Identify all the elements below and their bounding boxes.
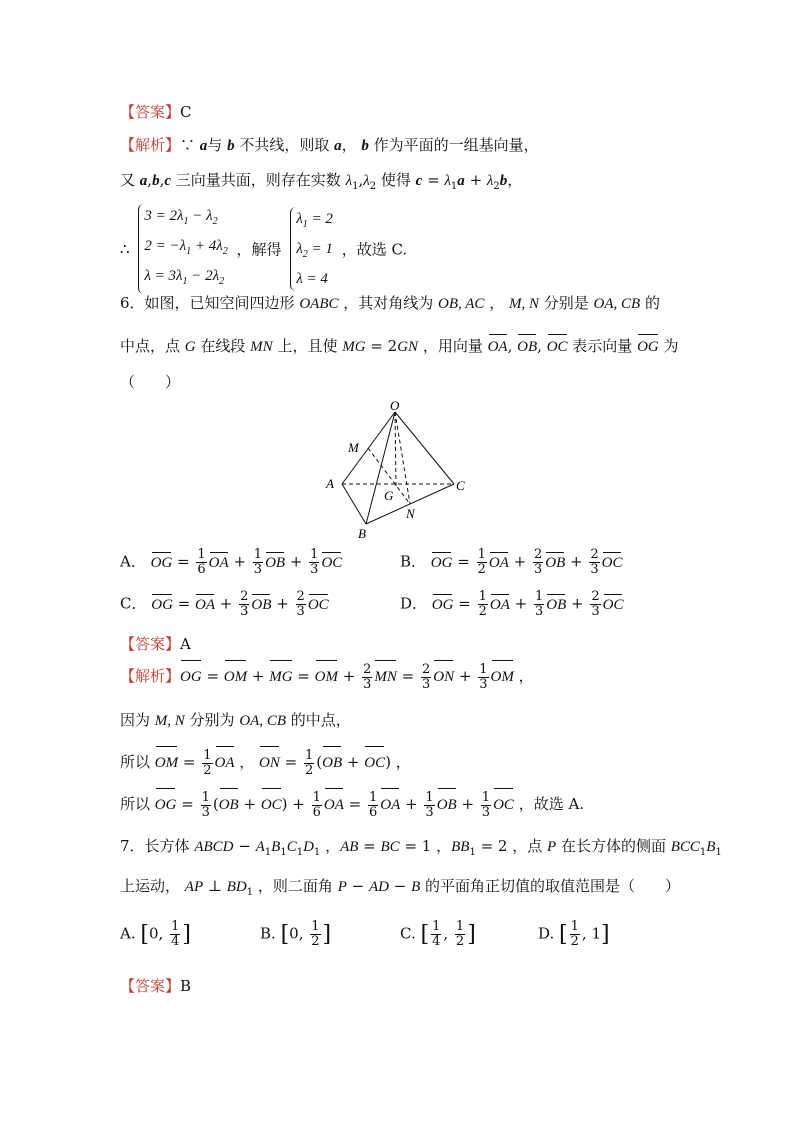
q6-option-a[interactable]: A． OG = $\frac{1}{6}$ OA + $\frac{1}{3}$ OB + $\frac{1}{3}$ OC [120,547,343,577]
analysis-tag: 【解析】 [120,136,181,154]
q6-analysis-line4: 所以 OG = $\frac{1}{3}$ (OB + OC) + $\frac{1}{6}$ OA = $\frac{1}{6}$ OA + $\frac{1}{3}$ OB + $\frac{1}{3}$ OC ，故选 A. [120,789,585,820]
q7-stem-line2: 上运动， AP ⊥ $BD_1$ ，则二面角 P − AD − B 的平面角正切值的取值范围是（ ） [120,877,681,898]
q5-analysis-line1: 【解析】∵ a与 b 不共线，则取 a， b 作为平面的一组基向量， [120,136,539,154]
q7-option-b[interactable]: B. [0, $\frac{1}{2}$ ] [260,919,332,949]
q5-solution-system: $\lambda_1 = 2$ $\lambda_2 = 1$ λ = 4 [290,207,333,291]
q7-answer: B [180,977,192,995]
q5-equation-system: $3 = 2\lambda_1 - \lambda_2$ $2 = -\lambda_1 + 4\lambda_2$ $\lambda = 3\lambda_1 - 2\lambda_2$ [138,204,227,294]
answer-tag: 【答案】 [120,977,181,995]
analysis-tag: 【解析】 [120,667,181,685]
q6-analysis-line1: 【解析】OG = OM + MG = OM + $\frac{2}{3}$ MN = $\frac{2}{3}$ ON + $\frac{1}{3}$ OM ， [120,661,534,692]
label-N: N [406,506,415,521]
q6-stem-line2: 中点，点 G 在线段 MN 上，且使 MG = 2GN ，用向量 OA, OB, OC 表示向量 OG 为 [120,337,679,355]
label-G: G [384,488,394,503]
q6-answer-line [120,634,191,654]
label-C: C [456,478,465,493]
answer-tag: 【答案】 [120,635,181,653]
q7-option-a[interactable]: A. [0, $\frac{1}{4}$ ] [120,919,191,949]
q5-answer-line [120,102,192,122]
q7-stem-line1: 7．长方体 ABCD − $A_1B_1C_1D_1$ ，AB = BC = 1 ，$BB_1 = 2$ ，点 P 在长方体的侧面 $BCC_1B_1$ [120,837,722,858]
q6-stem-line1: 6．如图，已知空间四边形 OABC ，其对角线为 OB, AC ， M, N 分别是 OA, CB 的 [120,294,660,312]
q5-analysis-system: ∴ $3 = 2\lambda_1 - \lambda_2$ $2 = -\lambda_1 + 4\lambda_2$ $\lambda = 3\lambda_1 - 2\lambda_2$ ，解得 $\lambda_1 = 2$ $\lambda_2 = 1$ λ = 4 ，故选 C. [120,204,407,294]
tetrahedron-figure [320,400,480,545]
q5-answer: C [180,103,192,121]
q6-option-b[interactable]: B． OG = $\frac{1}{2}$ OA + $\frac{2}{3}$ OB + $\frac{2}{3}$ OC [400,547,623,577]
q7-option-c[interactable]: C. [ $\frac{1}{4}$ , $\frac{1}{2}$ ] [400,919,476,949]
label-A: A [326,476,334,491]
label-B: B [358,526,366,541]
label-O: O [390,400,400,413]
q5-solve-text: ，解得 [236,240,282,259]
q6-option-d[interactable]: D． OG = $\frac{1}{2}$ OA + $\frac{1}{3}$ OB + $\frac{2}{3}$ OC [400,589,624,619]
q6-analysis-line3: 所以 OM = $\frac{1}{2}$ OA ， ON = $\frac{1}{2}$ (OB + OC) ， [120,747,411,778]
q6-answer: A [180,635,191,653]
q5-conclusion: ，故选 C. [341,240,408,259]
q7-answer-line [120,976,191,996]
q6-option-c[interactable]: C． OG = OA + $\frac{2}{3}$ OB + $\frac{2}{3}$ OC [120,589,329,619]
q7-option-d[interactable]: D. [ $\frac{1}{2}$ , 1] [538,919,610,949]
q6-stem-line3: （ ） [120,373,181,391]
answer-tag: 【答案】 [120,103,181,121]
q6-analysis-line2: 因为 M, N 分别为 OA, CB 的中点， [120,711,351,729]
q5-analysis-line2: 又 a,b,c 三向量共面，则存在实数 $\lambda_1,\lambda_2$ 使得 $c = \lambda_1a + \lambda_2b$， [120,171,523,192]
label-M: M [348,440,359,455]
